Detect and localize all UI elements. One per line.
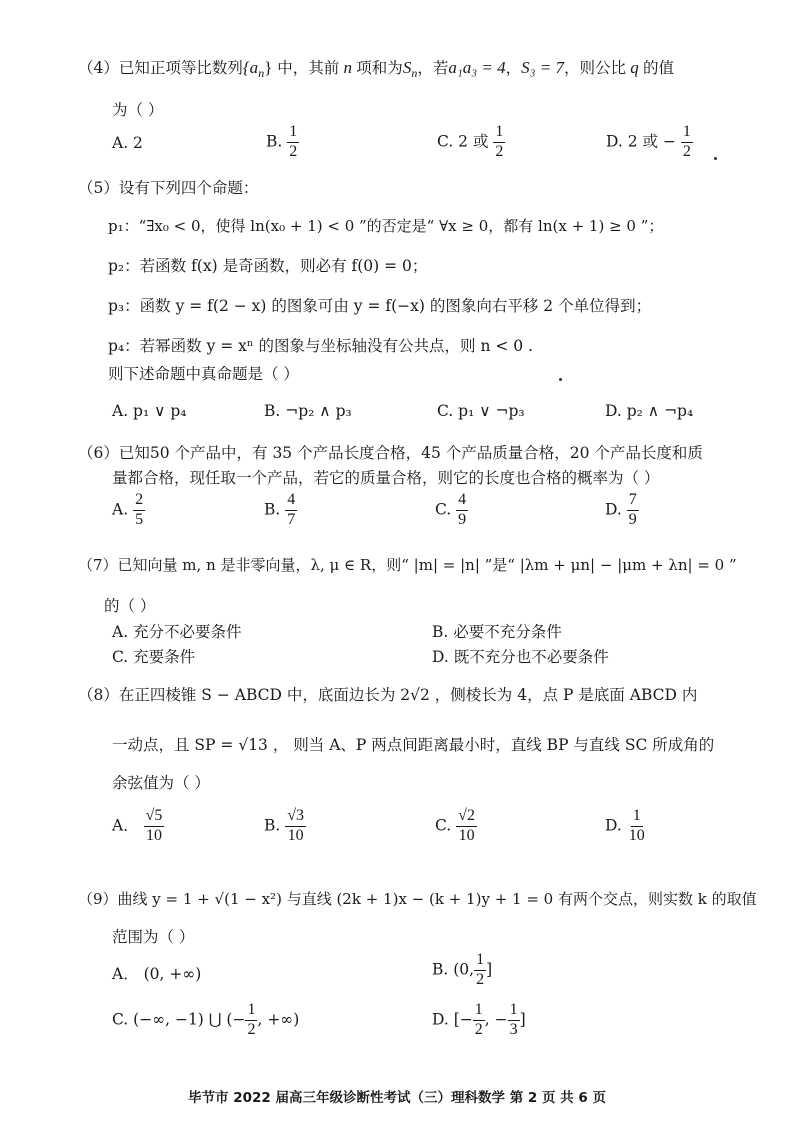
q4-text-g: 的值 xyxy=(643,59,675,77)
q8-option-d xyxy=(605,808,647,845)
q6-option-a-label: A. xyxy=(112,500,129,519)
q4-text-e: ， xyxy=(505,59,522,77)
q7-option-b: B. 必要不充分条件 xyxy=(432,623,562,641)
q7-option-a: A. 充分不必要条件 xyxy=(112,623,242,641)
q6-option-d-den: 9 xyxy=(628,510,637,528)
q5-proposition-p3: p₃：函数 y = f(2 − x) 的图象可由 y = f(−x) 的图象向右平移 2 个单位得到； xyxy=(108,297,652,315)
q4-n: n xyxy=(339,58,357,77)
q7-line-2: 的（ ） xyxy=(104,597,156,615)
q6-option-d xyxy=(605,492,639,529)
q8-option-a-den: 10 xyxy=(146,826,163,844)
q4-line-2: 为（ ） xyxy=(112,101,164,119)
q9-line-1: （9）曲线 y = 1 + √(1 − x²) 与直线 (2k + 1)x − (k + 1)y + 1 = 0 有两个交点，则实数 k 的取值 xyxy=(78,890,757,908)
q9-option-b-end: ] xyxy=(486,960,493,979)
q4-Sn: S xyxy=(402,58,412,77)
q4-option-d-num: 1 xyxy=(681,124,693,143)
q9-option-d-num-2: 1 xyxy=(508,1002,520,1021)
q9-option-b-den: 2 xyxy=(476,970,485,988)
q6-option-b-fraction xyxy=(285,492,297,529)
q9-option-d-den-1: 2 xyxy=(474,1020,483,1038)
q8-option-b-num: √3 xyxy=(285,808,306,827)
q4-text-a: （4）已知正项等比数列 xyxy=(78,59,243,77)
q4-cond1: a₁a₃ = 4 xyxy=(448,58,506,77)
q8-option-a xyxy=(112,808,164,845)
q9-option-c-label: C. (−∞, −1) ⋃ (− xyxy=(112,1010,246,1029)
q8-line-1: （8）在正四棱锥 S − ABCD 中，底面边长为 2√2 ，侧棱长为 4，点 P 是底面 ABCD 内 xyxy=(78,686,698,704)
q6-line-1: （6）已知50 个产品中，有 35 个产品长度合格，45 个产品质量合格，20 个产品长度和质 xyxy=(78,444,703,462)
q9-option-d-fraction-1 xyxy=(473,1002,485,1039)
q7-line-1: （7）已知向量 m, n 是非零向量，λ, μ ∈ R，则“ |m| = |n| ”是“ |λm + μn| − |μm + λn| = 0 ” xyxy=(78,556,737,574)
q7-option-d: D. 既不充分也不必要条件 xyxy=(432,648,609,666)
q4-q: q xyxy=(626,58,644,77)
q4-sequence: {a xyxy=(242,58,259,77)
q5-question: 则下述命题中真命题是（ ） xyxy=(108,365,299,383)
q9-option-b-num: 1 xyxy=(474,952,486,971)
q9-option-d-num-1: 1 xyxy=(473,1002,485,1021)
q8-option-a-label: A． xyxy=(112,816,139,835)
q4-text-f: ，则公比 xyxy=(564,59,627,77)
q4-option-b-num: 1 xyxy=(287,124,299,143)
q9-line-2: 范围为（ ） xyxy=(112,928,195,946)
q8-option-c-num: √2 xyxy=(456,808,477,827)
q8-option-b-label: B. xyxy=(264,816,281,835)
q8-line-2: 一动点，且 SP = √13 ， 则当 A、P 两点间距离最小时，直线 BP 与直线 SC 所成角的 xyxy=(112,736,715,754)
q8-option-c-den: 10 xyxy=(458,826,475,844)
q7-option-c: C. 充要条件 xyxy=(112,648,196,666)
q9-option-a: A． (0, +∞) xyxy=(112,965,202,983)
q5-option-c: C. p₁ ∨ ¬p₃ xyxy=(437,402,525,420)
q6-option-b xyxy=(264,492,297,529)
q6-option-b-den: 7 xyxy=(287,510,296,528)
q6-line-2: 量都合格，现任取一个产品，若它的质量合格，则它的长度也合格的概率为（ ） xyxy=(112,469,660,487)
q6-option-d-fraction xyxy=(627,492,639,529)
q4-option-b-den: 2 xyxy=(289,142,298,160)
q6-option-a-num: 2 xyxy=(133,492,145,511)
q5-option-a: A. p₁ ∨ p₄ xyxy=(112,402,187,420)
q9-option-c-fraction xyxy=(245,1002,257,1039)
q4-option-c-label: C. 2 或 xyxy=(437,132,489,151)
q6-option-d-num: 7 xyxy=(627,492,639,511)
q9-option-d-label: D. [− xyxy=(432,1010,473,1029)
q8-option-c-label: C. xyxy=(435,816,452,835)
q4-sequence-sub: n xyxy=(258,66,265,81)
q4-text-b: 中，其前 xyxy=(272,59,340,77)
q8-option-b-fraction xyxy=(285,808,306,845)
q4-option-c-den: 2 xyxy=(495,142,504,160)
q9-option-d-mid: , − xyxy=(484,1010,508,1029)
q4-Sn-sub: n xyxy=(411,66,418,81)
q4-option-a: A. 2 xyxy=(112,134,143,152)
q9-option-b-label: B. (0, xyxy=(432,960,475,979)
q6-option-d-label: D. xyxy=(605,500,622,519)
q4-sequence-close: } xyxy=(264,58,273,77)
q4-option-c-num: 1 xyxy=(493,124,505,143)
q4-option-c xyxy=(437,124,505,161)
q5-proposition-p1: p₁：“∃x₀ < 0，使得 ln(x₀ + 1) < 0 ”的否定是“ ∀x ≥ 0，都有 ln(x + 1) ≥ 0 ”； xyxy=(108,217,664,235)
q6-option-c-label: C. xyxy=(435,500,452,519)
q8-option-b-den: 10 xyxy=(287,826,304,844)
q8-option-d-fraction xyxy=(627,808,647,845)
q9-option-b xyxy=(432,952,492,989)
q9-option-d-den-2: 3 xyxy=(509,1020,518,1038)
q8-option-b xyxy=(264,808,306,845)
q4-line-1 xyxy=(78,56,674,81)
q6-option-c xyxy=(435,492,468,529)
q5-heading: （5）设有下列四个命题： xyxy=(78,179,259,197)
q9-option-c-end: , +∞) xyxy=(257,1010,300,1029)
q4-option-b-label: B. xyxy=(266,132,283,151)
q5-option-b: B. ¬p₂ ∧ p₃ xyxy=(264,402,352,420)
q6-option-c-num: 4 xyxy=(456,492,468,511)
q6-option-b-label: B. xyxy=(264,500,281,519)
q4-option-d-fraction xyxy=(681,124,693,161)
page-footer: 毕节市 2022 届高三年级诊断性考试（三）理科数学 第 2 页 共 6 页 xyxy=(188,1090,606,1106)
q6-option-c-fraction xyxy=(456,492,468,529)
q6-option-a-den: 5 xyxy=(135,510,144,528)
q4-option-b xyxy=(266,124,299,161)
q9-option-c-den: 2 xyxy=(247,1020,256,1038)
q4-option-d xyxy=(606,124,693,161)
q8-option-c-fraction xyxy=(456,808,477,845)
q6-option-c-den: 9 xyxy=(458,510,467,528)
q4-option-d-label: D. 2 或 − xyxy=(606,132,676,151)
q9-option-d-fraction-2 xyxy=(508,1002,520,1039)
q9-option-c xyxy=(112,1002,299,1039)
q4-option-b-fraction xyxy=(287,124,299,161)
q8-line-3: 余弦值为（ ） xyxy=(112,774,210,792)
q4-option-c-fraction xyxy=(493,124,505,161)
q8-option-d-num: 1 xyxy=(631,808,643,827)
q4-text-c: 项和为 xyxy=(356,59,403,77)
q9-option-c-num: 1 xyxy=(245,1002,257,1021)
q6-option-a-fraction xyxy=(133,492,145,529)
q9-option-d-end: ] xyxy=(519,1010,526,1029)
q4-cond2: S₃ = 7 xyxy=(521,58,565,77)
q4-option-d-den: 2 xyxy=(682,142,691,160)
q5-option-d: D. p₂ ∧ ¬p₄ xyxy=(605,402,694,420)
q8-option-c xyxy=(435,808,477,845)
q4-text-d: ，若 xyxy=(417,59,449,77)
scan-speck xyxy=(559,378,562,381)
q8-option-a-fraction xyxy=(144,808,165,845)
q8-option-d-den: 10 xyxy=(628,826,645,844)
q8-option-d-label: D. xyxy=(605,816,622,835)
q9-option-b-fraction xyxy=(474,952,486,989)
scan-speck xyxy=(714,157,717,160)
q8-option-a-num: √5 xyxy=(144,808,165,827)
q5-proposition-p4: p₄：若幂函数 y = xⁿ 的图象与坐标轴没有公共点，则 n < 0 . xyxy=(108,337,534,355)
q6-option-b-num: 4 xyxy=(285,492,297,511)
q5-proposition-p2: p₂：若函数 f(x) 是奇函数，则必有 f(0) = 0； xyxy=(108,257,428,275)
q9-option-d xyxy=(432,1002,526,1039)
q6-option-a xyxy=(112,492,145,529)
